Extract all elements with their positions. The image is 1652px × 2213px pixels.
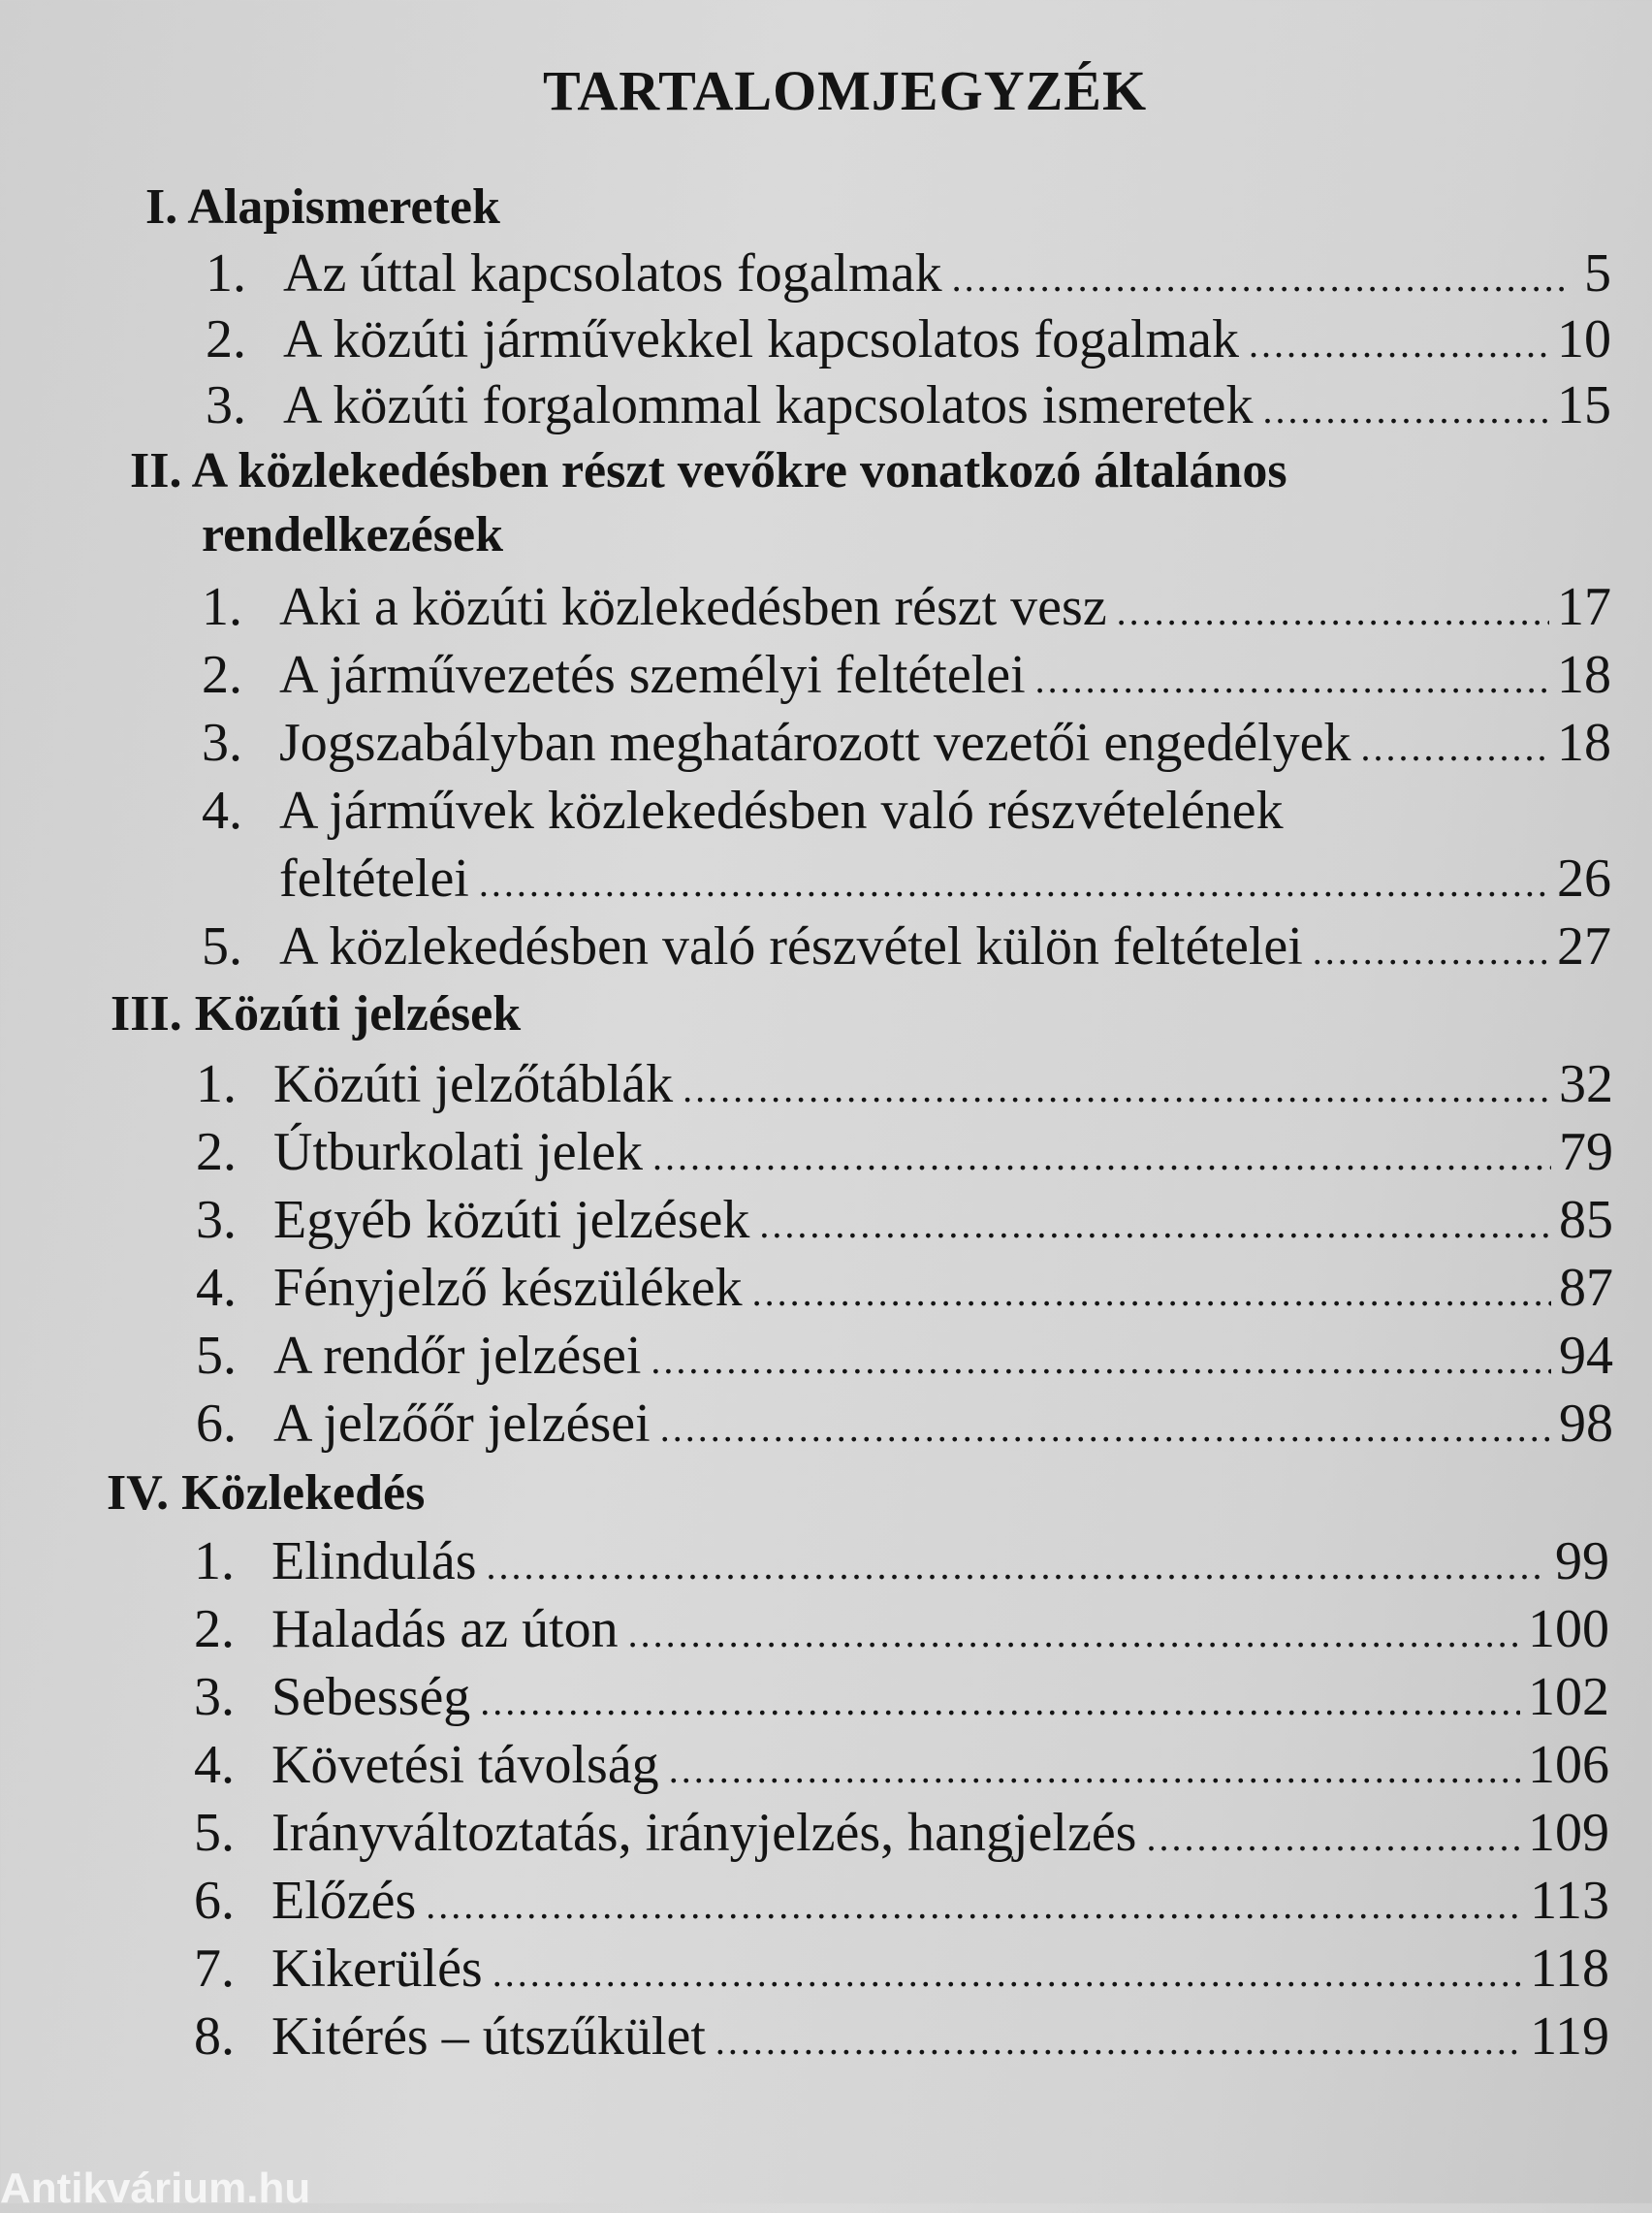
- dot-leader: [952, 245, 1565, 311]
- entry-page-number: 98: [1559, 1394, 1613, 1454]
- entry-number: 7.: [194, 1939, 235, 1999]
- entry-title: Előzés: [271, 1871, 417, 1931]
- toc-entry[interactable]: [194, 1936, 1609, 2006]
- toc-entry[interactable]: [202, 574, 1611, 645]
- entry-number: 1.: [194, 1531, 235, 1591]
- entry-number: 5.: [202, 916, 242, 977]
- toc-entry[interactable]: [196, 1051, 1613, 1122]
- dot-leader: [1035, 647, 1549, 713]
- entry-page-number: 10: [1557, 309, 1611, 369]
- entry-page-number: 17: [1557, 577, 1611, 637]
- toc-entry[interactable]: [206, 372, 1611, 443]
- entry-title: Fényjelző készülékek: [273, 1258, 743, 1318]
- toc-entry[interactable]: [202, 642, 1611, 713]
- entry-number: 2.: [196, 1122, 237, 1182]
- dot-leader: [752, 1260, 1551, 1326]
- section-heading-3: III. Közúti jelzések: [111, 986, 522, 1042]
- toc-entry[interactable]: [194, 1596, 1609, 1667]
- dot-leader: [1146, 1805, 1520, 1871]
- toc-entry[interactable]: [279, 846, 1611, 916]
- section-heading-2-cont: rendelkezések: [202, 507, 503, 562]
- dot-leader: [715, 2008, 1522, 2074]
- entry-number: 3.: [196, 1190, 237, 1250]
- entry-page-number: 113: [1530, 1871, 1609, 1931]
- entry-page-number: 106: [1528, 1735, 1609, 1795]
- entry-title: Kikerülés: [271, 1939, 483, 1999]
- entry-page-number: 18: [1557, 713, 1611, 773]
- dot-leader: [1361, 715, 1549, 781]
- toc-entry[interactable]: [194, 1732, 1609, 1803]
- toc-entry[interactable]: [194, 1664, 1609, 1735]
- entry-page-number: 5: [1584, 243, 1611, 304]
- entry-page-number: 87: [1559, 1258, 1613, 1318]
- toc-entry[interactable]: [196, 1323, 1613, 1394]
- entry-page-number: 32: [1559, 1054, 1613, 1114]
- entry-number: 4.: [194, 1735, 235, 1795]
- entry-number: 1.: [196, 1054, 237, 1114]
- entry-title: Jogszabályban meghatározott vezetői engedélyek: [279, 713, 1351, 773]
- entry-title: Irányváltoztatás, irányjelzés, hangjelzés: [271, 1803, 1137, 1863]
- entry-title: A jelzőőr jelzései: [273, 1394, 651, 1454]
- toc-entry[interactable]: [194, 1528, 1609, 1599]
- entry-number: 4.: [202, 781, 242, 841]
- entry-title: Sebesség: [271, 1667, 471, 1727]
- dot-leader: [651, 1328, 1551, 1394]
- dot-leader: [487, 1533, 1547, 1599]
- entry-title: Az úttal kapcsolatos fogalmak: [283, 243, 942, 304]
- entry-title: Közúti jelzőtáblák: [273, 1054, 674, 1114]
- toc-entry[interactable]: [202, 710, 1611, 781]
- entry-number: 4.: [196, 1258, 237, 1318]
- entry-title: A rendőr jelzései: [273, 1326, 642, 1386]
- toc-entry[interactable]: [196, 1187, 1613, 1258]
- toc-entry[interactable]: [196, 1391, 1613, 1461]
- entry-page-number: 15: [1557, 375, 1611, 435]
- toc-entry[interactable]: [196, 1255, 1613, 1326]
- dot-leader: [1313, 918, 1549, 984]
- dot-leader: [1263, 377, 1549, 443]
- entry-page-number: 100: [1528, 1599, 1609, 1659]
- dot-leader: [652, 1124, 1551, 1190]
- toc-entry[interactable]: [194, 1868, 1609, 1939]
- dot-leader: [1117, 579, 1549, 645]
- dot-leader: [480, 1669, 1520, 1735]
- page-title: TARTALOMJEGYZÉK: [543, 59, 1148, 122]
- toc-entry[interactable]: [194, 1800, 1609, 1871]
- toc-entry[interactable]: [206, 241, 1611, 311]
- entry-page-number: 99: [1555, 1531, 1609, 1591]
- entry-number: 3.: [206, 375, 246, 435]
- entry-number: 5.: [194, 1803, 235, 1863]
- dot-leader: [492, 1940, 1522, 2006]
- entry-number: 6.: [194, 1871, 235, 1931]
- dot-leader: [669, 1737, 1520, 1803]
- entry-title: A járművezetés személyi feltételei: [279, 645, 1026, 705]
- entry-number: 3.: [194, 1667, 235, 1727]
- entry-number: 2.: [194, 1599, 235, 1659]
- entry-title: A közúti járművekkel kapcsolatos fogalmak: [283, 309, 1239, 369]
- entry-number: 1.: [206, 243, 246, 304]
- dot-leader: [759, 1192, 1551, 1258]
- entry-page-number: 18: [1557, 645, 1611, 705]
- entry-number: 2.: [206, 309, 246, 369]
- section-heading-4: IV. Közlekedés: [107, 1465, 426, 1521]
- entry-page-number: 102: [1528, 1667, 1609, 1727]
- entry-page-number: 109: [1528, 1803, 1609, 1863]
- entry-title: Haladás az úton: [271, 1599, 619, 1659]
- entry-title: Aki a közúti közlekedésben részt vesz: [279, 577, 1107, 637]
- entry-number: 2.: [202, 645, 242, 705]
- entry-number: 5.: [196, 1326, 237, 1386]
- entry-title: A közúti forgalommal kapcsolatos ismeretek: [283, 375, 1254, 435]
- entry-title: Egyéb közúti jelzések: [273, 1190, 750, 1250]
- entry-title: A közlekedésben való részvétel külön feltételei: [279, 916, 1303, 977]
- entry-page-number: 119: [1530, 2006, 1609, 2067]
- toc-entry[interactable]: [196, 1119, 1613, 1190]
- entry-title: Követési távolság: [271, 1735, 659, 1795]
- entry-title: Kitérés – útszűkület: [271, 2006, 706, 2067]
- entry-number: 1.: [202, 577, 242, 637]
- entry-page-number: 85: [1559, 1190, 1613, 1250]
- toc-entry-first-line[interactable]: [202, 778, 1284, 844]
- entry-page-number: 27: [1557, 916, 1611, 977]
- dot-leader: [426, 1873, 1522, 1939]
- dot-leader: [683, 1056, 1551, 1122]
- entry-page-number: 26: [1557, 849, 1611, 909]
- dot-leader: [1249, 311, 1549, 377]
- watermark: Antikvárium.hu: [0, 2165, 311, 2212]
- dot-leader: [660, 1395, 1551, 1461]
- entry-title: Útburkolati jelek: [273, 1122, 644, 1182]
- section-heading-2: II. A közlekedésben részt vevőkre vonatkozó általános: [130, 443, 1287, 498]
- entry-number: 3.: [202, 713, 242, 773]
- entry-page-number: 94: [1559, 1326, 1613, 1386]
- entry-title-cont: feltételei: [279, 849, 469, 909]
- entry-number: 8.: [194, 2006, 235, 2067]
- entry-number: 6.: [196, 1394, 237, 1454]
- toc-entry[interactable]: [206, 306, 1611, 377]
- dot-leader: [628, 1601, 1520, 1667]
- entry-page-number: 118: [1530, 1939, 1609, 1999]
- entry-page-number: 79: [1559, 1122, 1613, 1182]
- toc-entry[interactable]: [194, 2004, 1609, 2074]
- section-heading-1: I. Alapismeretek: [145, 179, 500, 235]
- toc-entry[interactable]: [202, 914, 1611, 984]
- entry-title: A járművek közlekedésben való részvételének: [279, 781, 1284, 841]
- dot-leader: [479, 850, 1549, 916]
- entry-title: Elindulás: [271, 1531, 477, 1591]
